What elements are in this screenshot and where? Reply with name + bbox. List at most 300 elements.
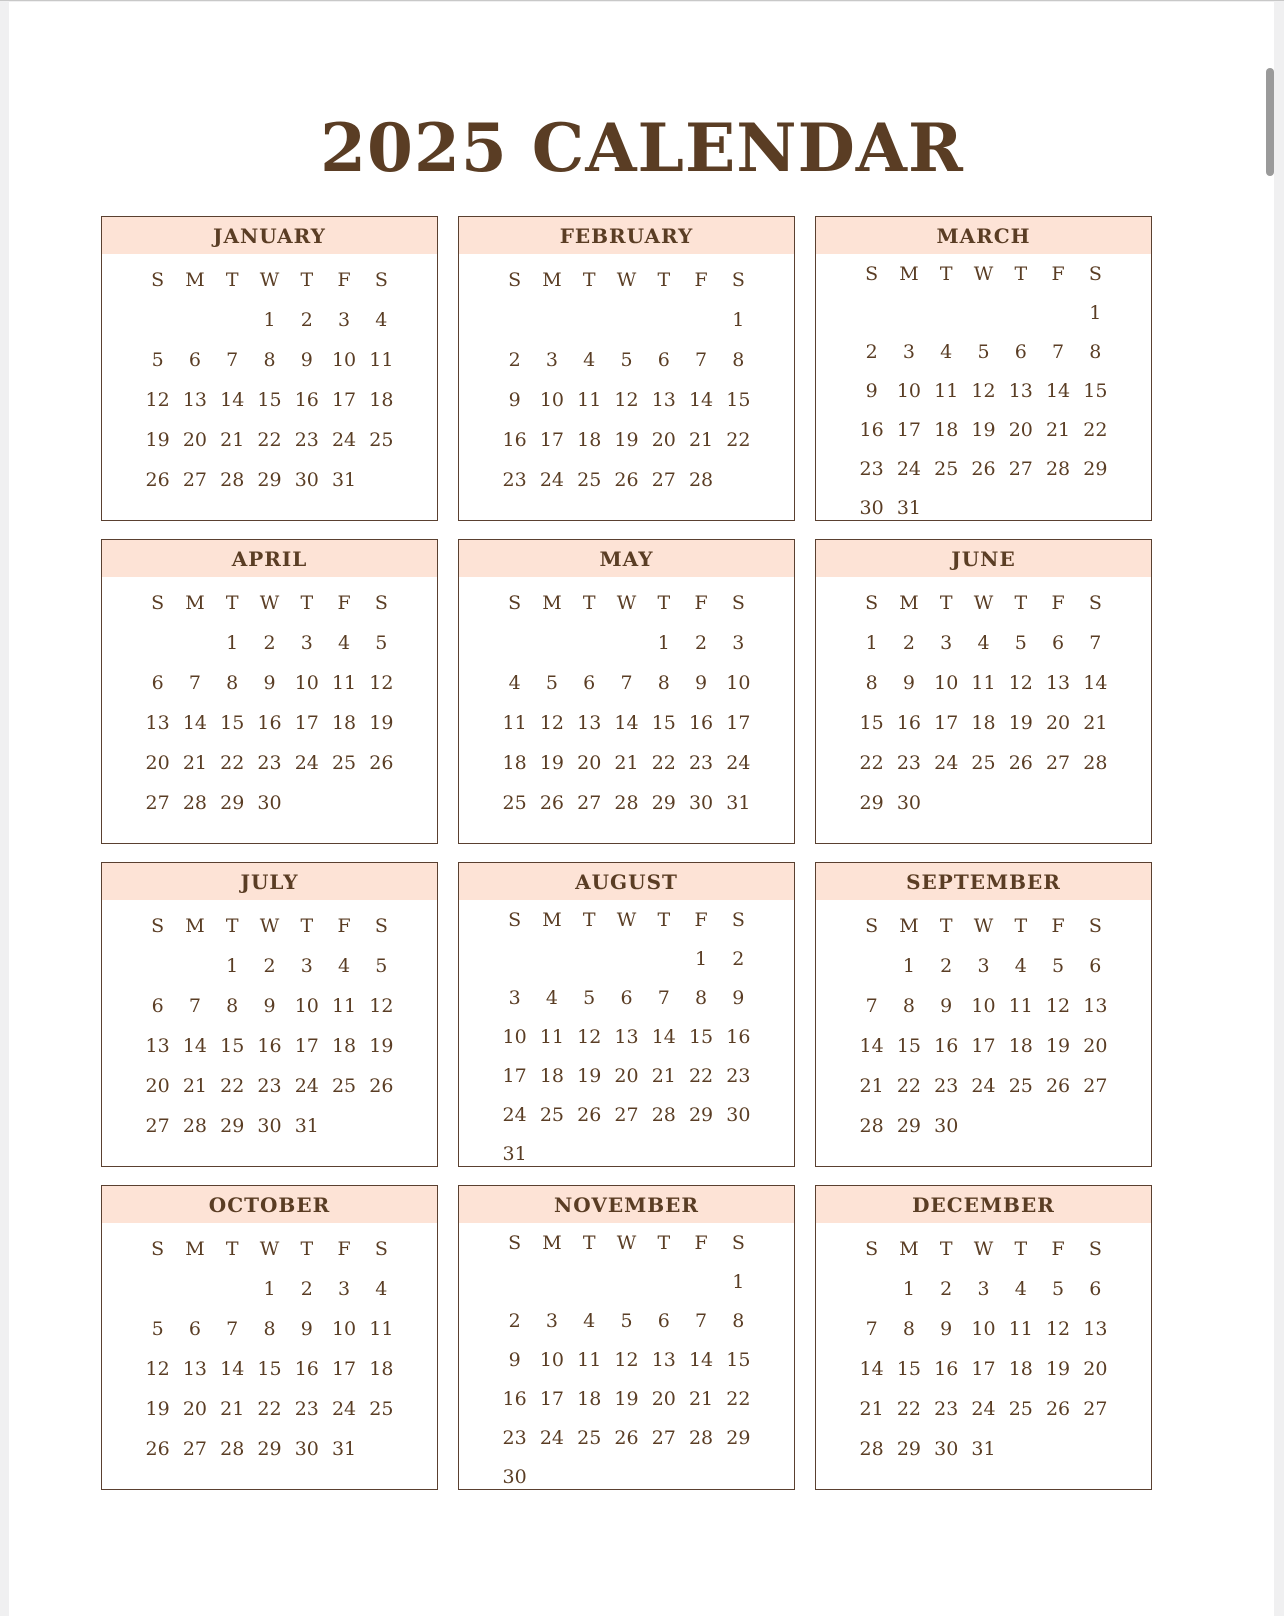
day-cell: 4 <box>583 1310 596 1332</box>
day-cell: 14 <box>614 712 639 734</box>
day-cell: 31 <box>502 1143 527 1165</box>
empty-cell <box>853 1274 890 1314</box>
weekday-label: T <box>1014 592 1028 614</box>
day-cell: 9 <box>865 380 878 402</box>
day-cell: 25 <box>539 1104 565 1126</box>
day-cell: 7 <box>226 1318 239 1340</box>
day-cell: 7 <box>1052 341 1065 363</box>
day-cell: 2 <box>300 309 313 331</box>
day-cell: 28 <box>651 1104 676 1126</box>
day-cell: 14 <box>220 389 245 411</box>
day-cell: 19 <box>369 712 394 734</box>
day-cell: 11 <box>971 672 996 694</box>
day-cell: 24 <box>934 752 959 774</box>
day-cell: 3 <box>508 987 521 1009</box>
day-cell: 7 <box>188 995 201 1017</box>
empty-cell <box>533 628 570 668</box>
month-header: AUGUST <box>459 863 794 900</box>
weekday-label: S <box>865 592 879 614</box>
day-cell: 16 <box>294 1358 319 1380</box>
empty-cell <box>571 628 608 668</box>
day-cell: 11 <box>502 712 527 734</box>
month-header: DECEMBER <box>816 1186 1151 1223</box>
day-cell: 7 <box>695 1310 708 1332</box>
month-header: JULY <box>102 863 437 900</box>
weekday-label: F <box>337 1238 351 1260</box>
weekday-label: S <box>508 1232 522 1254</box>
day-cell: 25 <box>934 458 959 480</box>
day-cell: 20 <box>182 429 208 451</box>
weekday-label: S <box>151 592 165 614</box>
day-cell: 16 <box>934 1035 959 1057</box>
day-cell: 15 <box>896 1358 922 1380</box>
day-cell: 5 <box>583 987 596 1009</box>
day-cell: 21 <box>1083 712 1108 734</box>
empty-cell <box>496 1267 533 1306</box>
day-cell: 18 <box>971 712 996 734</box>
day-cell: 25 <box>331 752 357 774</box>
day-cell: 16 <box>934 1358 959 1380</box>
day-cell: 2 <box>263 955 276 977</box>
empty-cell <box>890 298 927 337</box>
weekday-label: F <box>1051 592 1065 614</box>
day-cell: 12 <box>577 1026 602 1048</box>
month-header: NOVEMBER <box>459 1186 794 1223</box>
day-cell: 6 <box>583 672 596 694</box>
day-cell: 20 <box>1008 419 1033 441</box>
day-cell: 5 <box>1052 955 1065 977</box>
window-top-border <box>0 0 1284 1</box>
day-cell: 23 <box>294 429 319 451</box>
day-cell: 30 <box>688 792 714 814</box>
weekday-label: T <box>1014 915 1028 937</box>
weekday-label: M <box>185 592 205 614</box>
day-cell: 17 <box>539 1388 565 1410</box>
day-cell: 6 <box>657 1310 670 1332</box>
weekday-label: M <box>542 1232 562 1254</box>
day-cell: 3 <box>977 955 990 977</box>
day-cell: 1 <box>732 1271 745 1293</box>
day-cell: 13 <box>182 1358 208 1380</box>
empty-cell <box>608 1267 645 1306</box>
weekday-label: S <box>508 909 522 931</box>
empty-cell <box>928 298 965 337</box>
day-cell: 9 <box>263 995 276 1017</box>
day-cell: 30 <box>859 497 884 519</box>
day-cell: 13 <box>145 1035 170 1057</box>
weekday-label: S <box>731 269 745 291</box>
day-grid <box>496 588 757 828</box>
empty-cell <box>176 305 213 345</box>
weekday-label: S <box>151 915 165 937</box>
day-cell: 23 <box>934 1398 959 1420</box>
day-grid <box>139 588 400 828</box>
day-cell: 31 <box>971 1438 996 1460</box>
day-cell: 9 <box>940 1318 953 1340</box>
day-cell: 3 <box>902 341 915 363</box>
weekday-label: S <box>865 915 879 937</box>
day-cell: 2 <box>508 1310 521 1332</box>
day-cell: 31 <box>331 1438 357 1460</box>
day-cell: 28 <box>182 792 208 814</box>
day-cell: 26 <box>971 458 996 480</box>
empty-cell <box>139 1274 176 1314</box>
day-cell: 29 <box>220 1115 245 1137</box>
weekday-label: T <box>300 915 314 937</box>
day-cell: 21 <box>220 1398 245 1420</box>
day-cell: 15 <box>726 389 751 411</box>
weekday-label: W <box>259 592 280 614</box>
day-cell: 1 <box>226 955 239 977</box>
day-grid <box>139 265 400 505</box>
day-cell: 6 <box>151 672 164 694</box>
empty-cell <box>139 951 176 991</box>
day-cell: 24 <box>294 752 319 774</box>
day-cell: 18 <box>577 1388 602 1410</box>
day-cell: 30 <box>896 792 922 814</box>
month-august <box>458 862 795 1167</box>
empty-cell <box>533 944 570 983</box>
day-cell: 29 <box>1083 458 1108 480</box>
day-cell: 25 <box>502 792 527 814</box>
day-cell: 5 <box>620 349 633 371</box>
day-cell: 12 <box>369 995 394 1017</box>
day-cell: 2 <box>300 1278 313 1300</box>
day-grid <box>496 265 757 505</box>
day-cell: 1 <box>657 632 670 654</box>
day-cell: 14 <box>688 389 714 411</box>
weekday-label: T <box>1014 1238 1028 1260</box>
month-december <box>815 1185 1152 1490</box>
day-cell: 22 <box>220 1075 245 1097</box>
day-cell: 8 <box>732 1310 745 1332</box>
day-cell: 27 <box>145 792 170 814</box>
empty-cell <box>176 951 213 991</box>
day-cell: 17 <box>331 389 357 411</box>
day-cell: 20 <box>1045 712 1071 734</box>
day-cell: 8 <box>902 1318 915 1340</box>
day-cell: 3 <box>338 1278 351 1300</box>
day-cell: 13 <box>145 712 170 734</box>
weekday-label: W <box>973 1238 994 1260</box>
day-cell: 21 <box>1045 419 1071 441</box>
day-cell: 15 <box>257 1358 282 1380</box>
day-cell: 22 <box>257 1398 282 1420</box>
day-cell: 24 <box>539 469 565 491</box>
day-cell: 12 <box>1045 1318 1071 1340</box>
weekday-label: T <box>939 592 953 614</box>
weekday-label: M <box>185 269 205 291</box>
weekday-label: T <box>300 269 314 291</box>
day-cell: 27 <box>145 1115 170 1137</box>
day-cell: 26 <box>614 469 639 491</box>
day-cell: 9 <box>508 1349 521 1371</box>
empty-cell <box>496 944 533 983</box>
day-cell: 20 <box>1083 1035 1108 1057</box>
day-cell: 2 <box>940 955 953 977</box>
month-september <box>815 862 1152 1167</box>
day-cell: 11 <box>934 380 959 402</box>
day-cell: 29 <box>257 1438 282 1460</box>
day-cell: 20 <box>651 1388 676 1410</box>
empty-cell <box>1039 298 1076 337</box>
day-cell: 14 <box>859 1358 884 1380</box>
weekday-label: F <box>694 909 708 931</box>
empty-cell <box>853 951 890 991</box>
day-cell: 31 <box>331 469 357 491</box>
weekday-label: W <box>259 1238 280 1260</box>
day-cell: 26 <box>577 1104 602 1126</box>
day-cell: 12 <box>971 380 996 402</box>
day-cell: 25 <box>369 1398 394 1420</box>
day-cell: 30 <box>934 1438 959 1460</box>
day-cell: 22 <box>257 429 282 451</box>
day-cell: 12 <box>539 712 565 734</box>
day-cell: 27 <box>1045 752 1071 774</box>
day-cell: 26 <box>1045 1398 1071 1420</box>
empty-cell <box>571 305 608 345</box>
empty-cell <box>496 628 533 668</box>
day-cell: 25 <box>1008 1075 1033 1097</box>
day-cell: 19 <box>577 1065 602 1087</box>
weekday-label: F <box>694 269 708 291</box>
day-cell: 6 <box>1052 632 1065 654</box>
month-october <box>101 1185 438 1490</box>
weekday-label: T <box>225 592 239 614</box>
day-cell: 25 <box>1008 1398 1033 1420</box>
day-cell: 22 <box>220 752 245 774</box>
day-cell: 25 <box>331 1075 357 1097</box>
day-cell: 12 <box>145 389 170 411</box>
day-cell: 20 <box>651 429 676 451</box>
day-cell: 7 <box>865 995 878 1017</box>
day-cell: 9 <box>300 349 313 371</box>
day-cell: 24 <box>971 1075 996 1097</box>
day-cell: 8 <box>657 672 670 694</box>
weekday-label: M <box>899 263 919 285</box>
weekday-label: M <box>899 1238 919 1260</box>
day-cell: 11 <box>577 1349 602 1371</box>
day-cell: 18 <box>502 752 527 774</box>
weekday-label: T <box>657 1232 671 1254</box>
day-cell: 12 <box>369 672 394 694</box>
day-cell: 10 <box>502 1026 527 1048</box>
day-cell: 24 <box>539 1427 565 1449</box>
day-cell: 7 <box>695 349 708 371</box>
day-cell: 4 <box>583 349 596 371</box>
empty-cell <box>645 305 682 345</box>
day-cell: 13 <box>614 1026 639 1048</box>
day-cell: 26 <box>1008 752 1033 774</box>
day-cell: 22 <box>726 1388 751 1410</box>
day-cell: 11 <box>1008 1318 1033 1340</box>
month-header: OCTOBER <box>102 1186 437 1223</box>
day-cell: 23 <box>688 752 714 774</box>
weekday-label: F <box>337 592 351 614</box>
day-cell: 19 <box>145 429 170 451</box>
day-cell: 11 <box>369 1318 394 1340</box>
day-cell: 13 <box>1083 995 1108 1017</box>
empty-cell <box>139 628 176 668</box>
empty-cell <box>853 298 890 337</box>
day-cell: 4 <box>338 955 351 977</box>
weekday-label: S <box>374 1238 388 1260</box>
day-cell: 30 <box>257 1115 282 1137</box>
weekday-label: T <box>225 1238 239 1260</box>
day-cell: 23 <box>502 1427 527 1449</box>
day-cell: 30 <box>294 469 319 491</box>
weekday-label: S <box>374 269 388 291</box>
day-cell: 22 <box>859 752 884 774</box>
day-cell: 22 <box>651 752 676 774</box>
weekday-label: T <box>657 269 671 291</box>
day-cell: 15 <box>688 1026 714 1048</box>
weekday-label: F <box>337 269 351 291</box>
day-cell: 3 <box>732 632 745 654</box>
day-cell: 30 <box>294 1438 319 1460</box>
weekday-label: S <box>1088 915 1102 937</box>
day-cell: 14 <box>688 1349 714 1371</box>
weekday-label: W <box>616 1232 637 1254</box>
day-cell: 18 <box>934 419 959 441</box>
empty-cell <box>608 628 645 668</box>
weekday-label: T <box>300 1238 314 1260</box>
day-cell: 18 <box>539 1065 565 1087</box>
day-cell: 21 <box>859 1075 884 1097</box>
day-cell: 1 <box>902 1278 915 1300</box>
day-cell: 19 <box>614 1388 639 1410</box>
weekday-label: W <box>259 269 280 291</box>
day-cell: 16 <box>688 712 714 734</box>
day-cell: 27 <box>651 1427 676 1449</box>
weekday-label: F <box>1051 1238 1065 1260</box>
day-cell: 16 <box>859 419 884 441</box>
day-cell: 9 <box>300 1318 313 1340</box>
day-cell: 15 <box>220 1035 245 1057</box>
day-cell: 17 <box>502 1065 527 1087</box>
weekday-label: S <box>508 269 522 291</box>
day-cell: 26 <box>145 1438 170 1460</box>
month-november <box>458 1185 795 1490</box>
day-grid <box>496 1228 757 1501</box>
day-cell: 9 <box>902 672 915 694</box>
day-cell: 4 <box>338 632 351 654</box>
weekday-label: W <box>973 915 994 937</box>
day-grid <box>139 911 400 1151</box>
weekday-label: S <box>374 592 388 614</box>
day-cell: 19 <box>369 1035 394 1057</box>
day-cell: 30 <box>502 1466 527 1488</box>
day-cell: 26 <box>539 792 565 814</box>
day-cell: 15 <box>859 712 884 734</box>
day-cell: 7 <box>1089 632 1102 654</box>
weekday-label: T <box>657 909 671 931</box>
day-cell: 5 <box>620 1310 633 1332</box>
day-cell: 4 <box>977 632 990 654</box>
day-cell: 8 <box>226 995 239 1017</box>
weekday-label: S <box>151 269 165 291</box>
day-cell: 1 <box>263 1278 276 1300</box>
day-cell: 19 <box>145 1398 170 1420</box>
day-cell: 9 <box>695 672 708 694</box>
day-cell: 24 <box>331 429 357 451</box>
day-cell: 5 <box>1014 632 1027 654</box>
day-cell: 23 <box>502 469 527 491</box>
month-march <box>815 216 1152 521</box>
day-cell: 27 <box>182 1438 208 1460</box>
day-cell: 14 <box>1083 672 1108 694</box>
day-cell: 24 <box>971 1398 996 1420</box>
day-cell: 28 <box>182 1115 208 1137</box>
day-cell: 6 <box>188 1318 201 1340</box>
weekday-label: F <box>1051 915 1065 937</box>
day-cell: 6 <box>1089 1278 1102 1300</box>
day-cell: 6 <box>657 349 670 371</box>
day-cell: 6 <box>620 987 633 1009</box>
day-cell: 22 <box>896 1075 922 1097</box>
month-may <box>458 539 795 844</box>
weekday-label: M <box>899 592 919 614</box>
day-cell: 21 <box>182 1075 208 1097</box>
day-cell: 17 <box>896 419 922 441</box>
day-cell: 17 <box>726 712 751 734</box>
day-cell: 10 <box>331 1318 357 1340</box>
day-cell: 4 <box>1014 955 1027 977</box>
day-cell: 7 <box>620 672 633 694</box>
day-cell: 12 <box>1008 672 1033 694</box>
day-cell: 9 <box>508 389 521 411</box>
day-cell: 27 <box>182 469 208 491</box>
day-cell: 21 <box>688 429 714 451</box>
day-cell: 9 <box>940 995 953 1017</box>
weekday-label: T <box>1014 263 1028 285</box>
empty-cell <box>1002 298 1039 337</box>
day-cell: 10 <box>726 672 751 694</box>
day-grid <box>853 588 1114 828</box>
empty-cell <box>139 305 176 345</box>
weekday-label: M <box>899 915 919 937</box>
weekday-label: S <box>1088 263 1102 285</box>
page-title: 2025 CALENDAR <box>320 109 964 187</box>
empty-cell <box>214 1274 251 1314</box>
weekday-label: T <box>582 1232 596 1254</box>
weekday-label: S <box>1088 1238 1102 1260</box>
day-cell: 21 <box>220 429 245 451</box>
day-cell: 28 <box>220 469 245 491</box>
weekday-label: F <box>337 915 351 937</box>
empty-cell <box>496 305 533 345</box>
weekday-label: S <box>374 915 388 937</box>
day-cell: 6 <box>1014 341 1027 363</box>
day-cell: 11 <box>331 672 357 694</box>
weekday-label: W <box>616 909 637 931</box>
day-cell: 24 <box>331 1398 357 1420</box>
day-cell: 23 <box>859 458 884 480</box>
day-cell: 14 <box>859 1035 884 1057</box>
day-cell: 25 <box>971 752 996 774</box>
day-cell: 23 <box>934 1075 959 1097</box>
day-cell: 7 <box>188 672 201 694</box>
day-cell: 1 <box>865 632 878 654</box>
day-cell: 28 <box>859 1438 884 1460</box>
day-cell: 5 <box>1052 1278 1065 1300</box>
day-cell: 10 <box>971 1318 996 1340</box>
day-cell: 15 <box>1083 380 1108 402</box>
day-cell: 12 <box>145 1358 170 1380</box>
day-cell: 5 <box>545 672 558 694</box>
month-header: FEBRUARY <box>459 217 794 254</box>
day-cell: 1 <box>902 955 915 977</box>
